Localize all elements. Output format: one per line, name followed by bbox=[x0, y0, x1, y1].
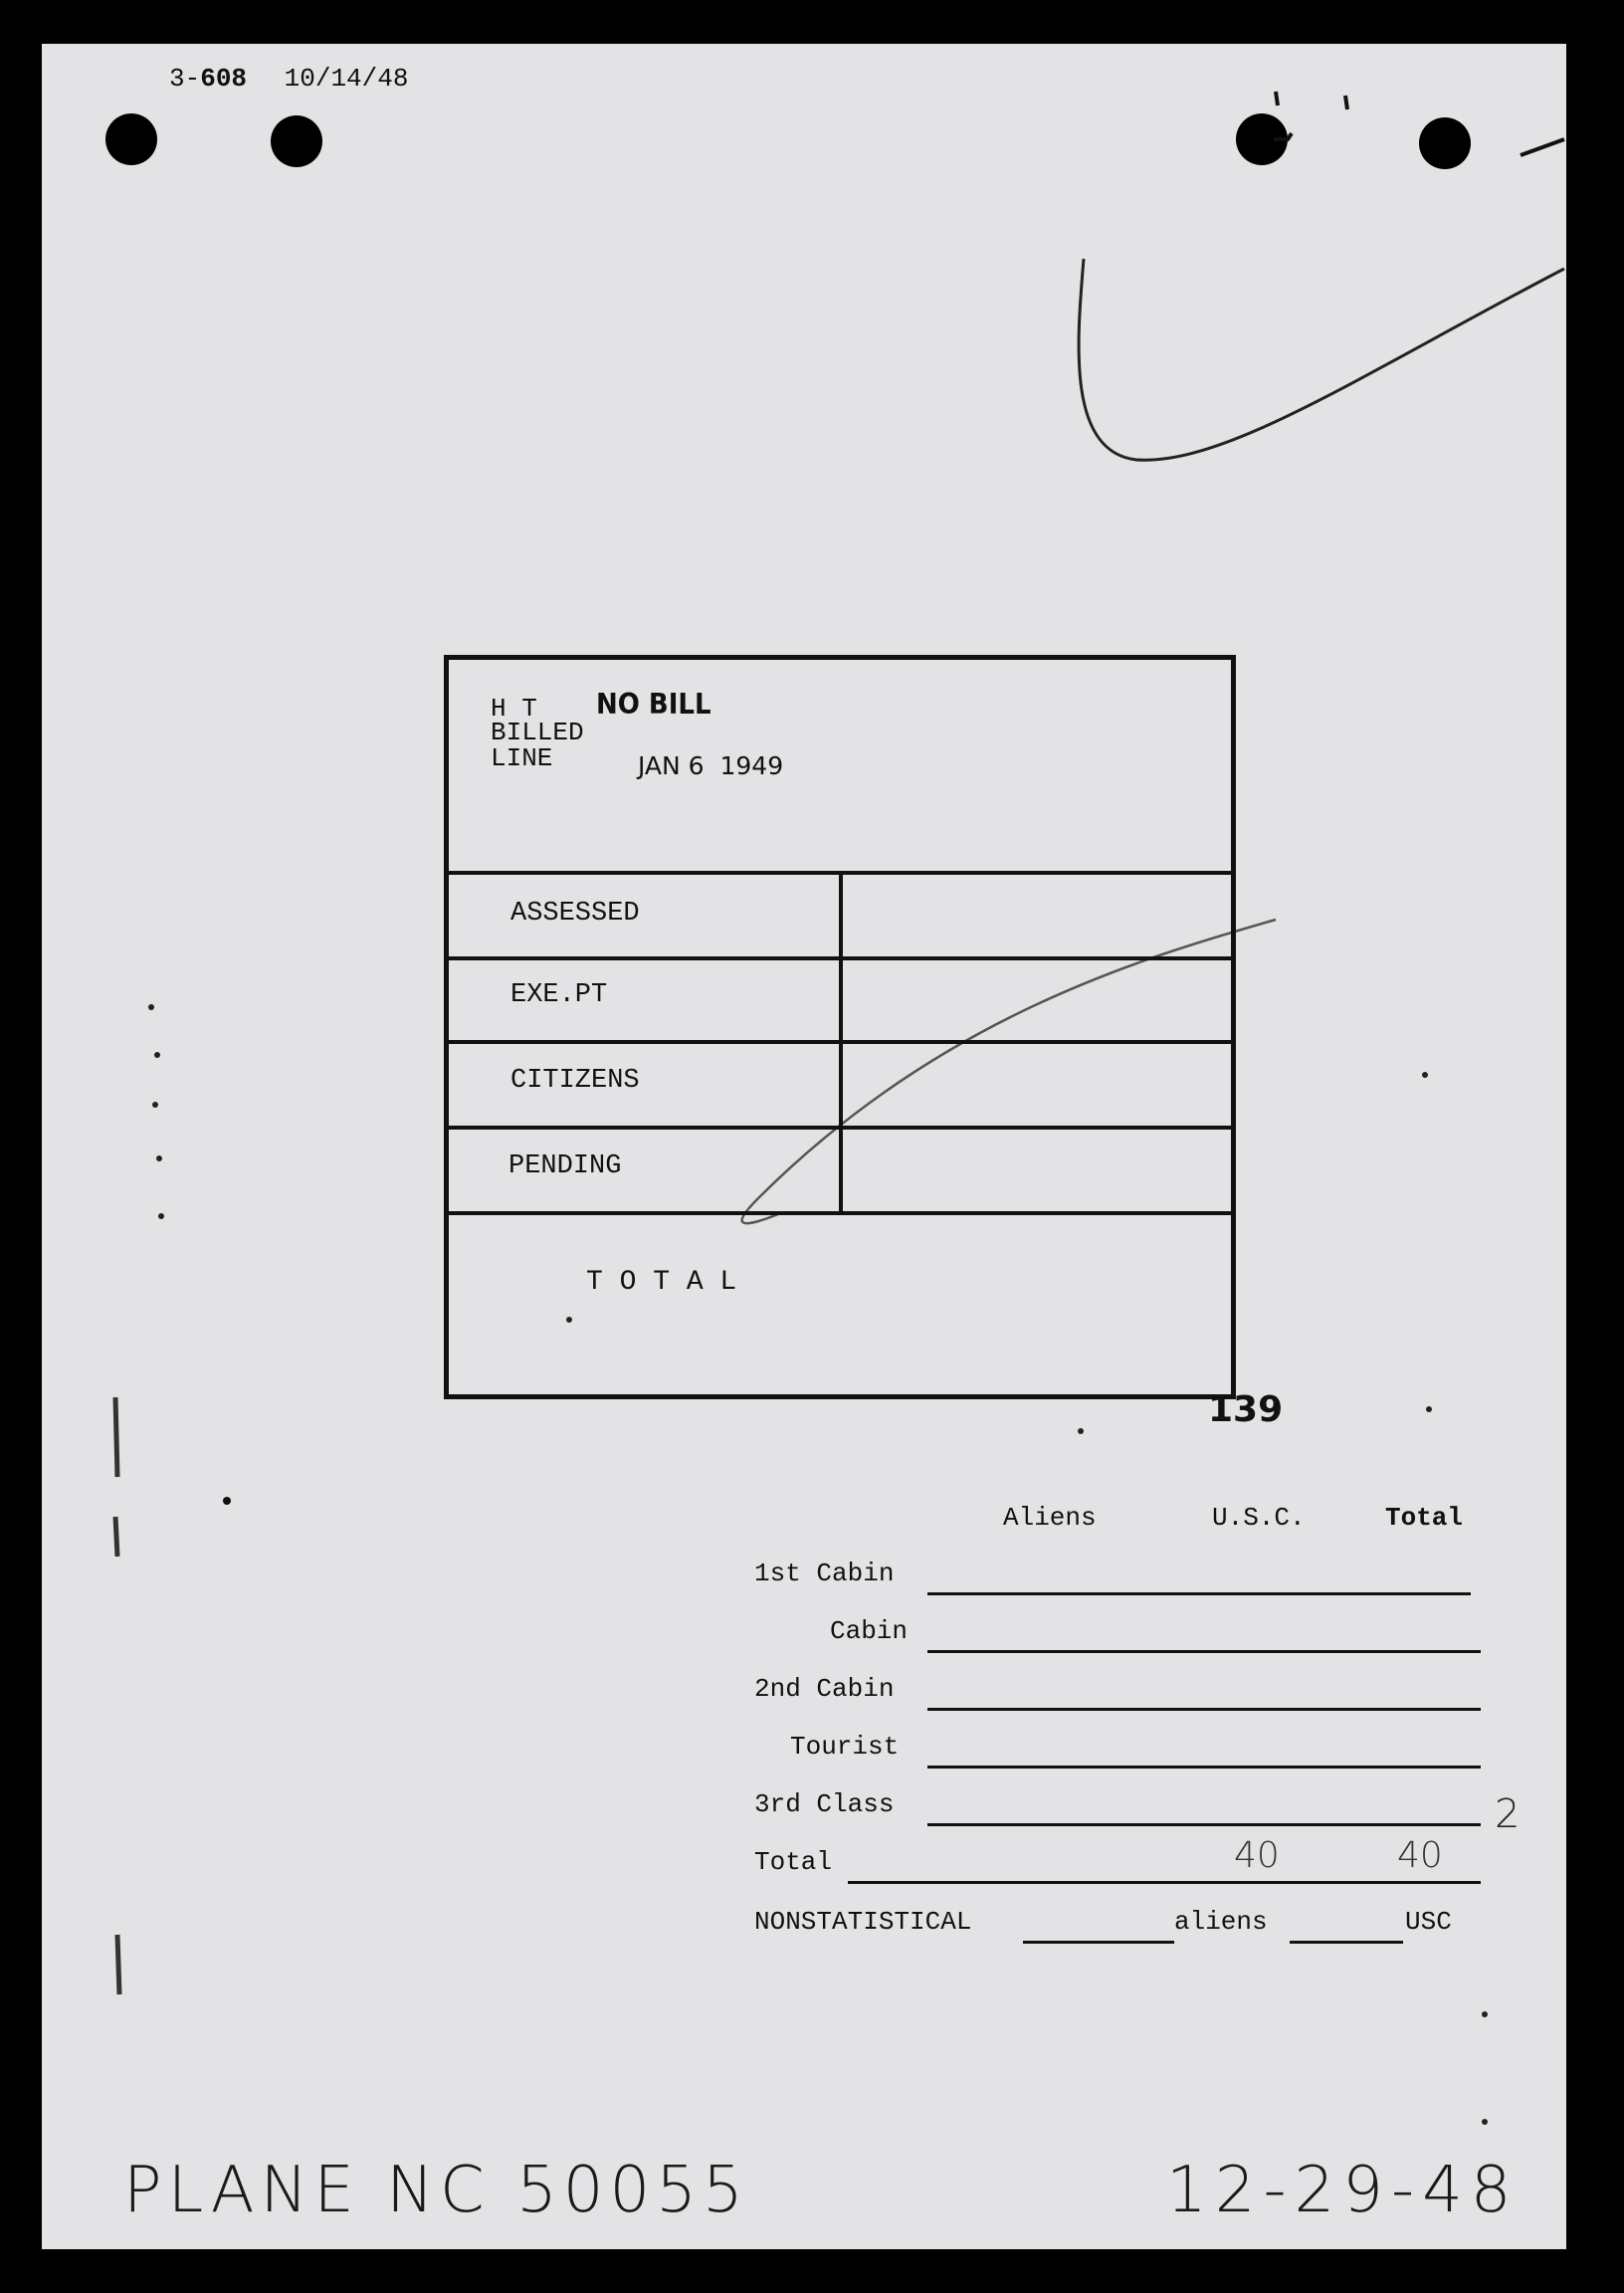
row-line-cabin bbox=[927, 1650, 1481, 1653]
total-total-value: 40 bbox=[1397, 1835, 1443, 1876]
file-date: 10/14/48 bbox=[284, 64, 409, 94]
received-date-stamp: JAN 6 1949 bbox=[638, 751, 784, 780]
row-label-3rd-class: 3rd Class bbox=[754, 1789, 895, 1819]
document-page bbox=[42, 44, 1566, 2249]
side-mark: 2 bbox=[1495, 1791, 1521, 1837]
no-bill-stamp: NO BILL bbox=[596, 688, 711, 722]
nonstatistical-label: NONSTATISTICAL bbox=[754, 1907, 972, 1937]
stamp-box bbox=[444, 655, 1236, 1399]
stamp-box-line-billed: BILLED bbox=[491, 718, 584, 747]
row-label-assessed: ASSESSED bbox=[510, 899, 640, 929]
row-label-citizens: CITIZENS bbox=[510, 1066, 640, 1096]
nonstat-usc-label: USC bbox=[1405, 1907, 1452, 1937]
total-usc-value: 40 bbox=[1234, 1835, 1280, 1876]
stamp-box-line-line: LINE bbox=[491, 743, 553, 773]
row-label-exempt: EXE.PT bbox=[510, 980, 608, 1010]
handwritten-date: 12-29-48 bbox=[1166, 2154, 1520, 2227]
column-header-aliens: Aliens bbox=[1003, 1503, 1097, 1533]
file-ref-prefix: 3- bbox=[169, 64, 201, 94]
row-line-3rd-class bbox=[927, 1823, 1481, 1826]
row-label-tourist: Tourist bbox=[790, 1732, 900, 1762]
row-label-2nd-cabin: 2nd Cabin bbox=[754, 1674, 895, 1704]
nonstat-aliens-line bbox=[1023, 1941, 1174, 1944]
row-label-total: Total bbox=[754, 1847, 833, 1877]
handwritten-plane-id: PLANE NC 50055 bbox=[123, 2154, 749, 2227]
nonstat-aliens-label: aliens bbox=[1174, 1907, 1268, 1937]
column-header-usc: U.S.C. bbox=[1212, 1503, 1306, 1533]
row-label-cabin: Cabin bbox=[830, 1616, 909, 1646]
nonstat-usc-line bbox=[1290, 1941, 1403, 1944]
row-label-pending: PENDING bbox=[508, 1151, 622, 1181]
box-column-divider bbox=[839, 871, 843, 1213]
row-line-1st-cabin bbox=[927, 1592, 1471, 1595]
row-line-2nd-cabin bbox=[927, 1708, 1481, 1711]
file-ref-obscured: 608 bbox=[200, 64, 248, 94]
row-label-1st-cabin: 1st Cabin bbox=[754, 1559, 895, 1588]
total-label: T O T A L bbox=[586, 1267, 737, 1298]
page-number: 139 bbox=[1208, 1389, 1284, 1430]
row-line-total bbox=[848, 1881, 1481, 1884]
column-header-total: Total bbox=[1385, 1503, 1464, 1533]
stamp-box-line-ht: H T bbox=[491, 694, 537, 724]
row-line-tourist bbox=[927, 1766, 1481, 1769]
